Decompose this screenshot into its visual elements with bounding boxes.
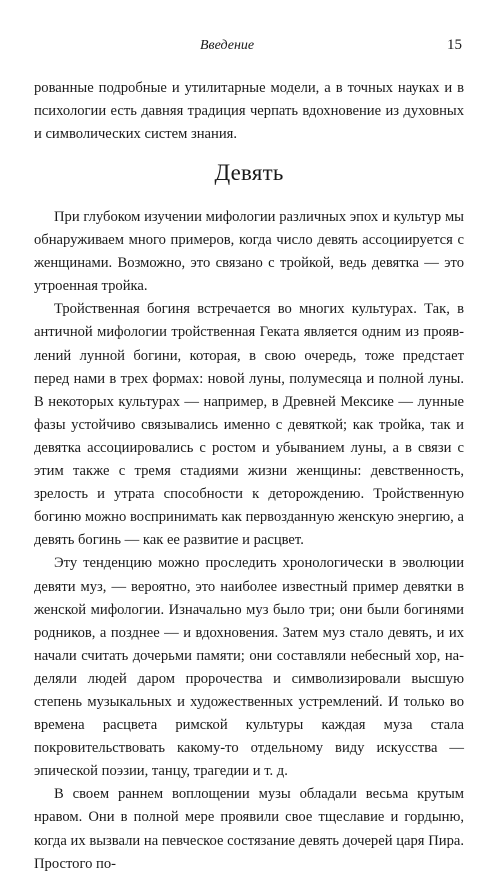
paragraph: Тройственная богиня встречается во многих культурах. Так, в античной мифологии тройственная Геката является одним из проявлений лунной богини, которая, в свою очередь, тоже предстает перед нами в трех формах: новой луны, полумесяца и полной луны. В некоторых культурах — например, в Древней Мексике — лунные фазы устойчиво связывались именно с девяткой; как тройка, так и девятка ассоциировались с ростом и убыванием луны, а в связи с этим также с тремя стадиями жизни женщины: девственность, зрелость и утрата способности к деторождению. Тройственную богиню можно воспринимать как первозданную женскую энергию, а девять богинь — как ее развитие и расцвет.	[34, 301, 464, 549]
intro-text-block	[34, 77, 464, 146]
running-head-title: Введение	[200, 38, 255, 53]
paragraph: При глубоком изучении мифологии различных эпох и культур мы обнаруживаем много примеров, когда число девять ассоциируется с женщинами. Возможно, это связано с тройкой, ведь девятка — это утроенная тройка.	[34, 209, 464, 295]
page-number: 15	[447, 37, 462, 53]
section-body	[34, 206, 464, 876]
running-head	[0, 38, 498, 58]
section-heading: Девять	[214, 160, 284, 185]
paragraph: В своем раннем воплощении музы обладали весьма крутым нравом. Они в полной мере проявили свое тщеславие и гордыню, когда их вызвали на певческое состязание девять дочерей царя Пира. Простого по-	[34, 786, 464, 872]
paragraph: Эту тенденцию можно проследить хронологически в эволюции девяти муз, — вероятно, это наиболее известный пример девятки в женской мифологии. Изначально муз было три; они были богинями родников, а позднее — и вдохновения. Затем муз стало девять, и их начали считать дочерьми памяти; они составляли небесный хор, наделяли людей даром пророчества и символизировали высшую степень музыкальных и художественных устремлений. И только во времена расцвета римской культуры каждая муза стала покровительствовать какому-то отдельному виду искусства — эпической поэзии, танцу, трагедии и т. д.	[34, 555, 464, 780]
intro-paragraph: рованные подробные и утилитарные модели, а в точных науках и в психологии есть давняя традиция черпать вдохновение из духовных и символических систем знания.	[34, 80, 464, 143]
